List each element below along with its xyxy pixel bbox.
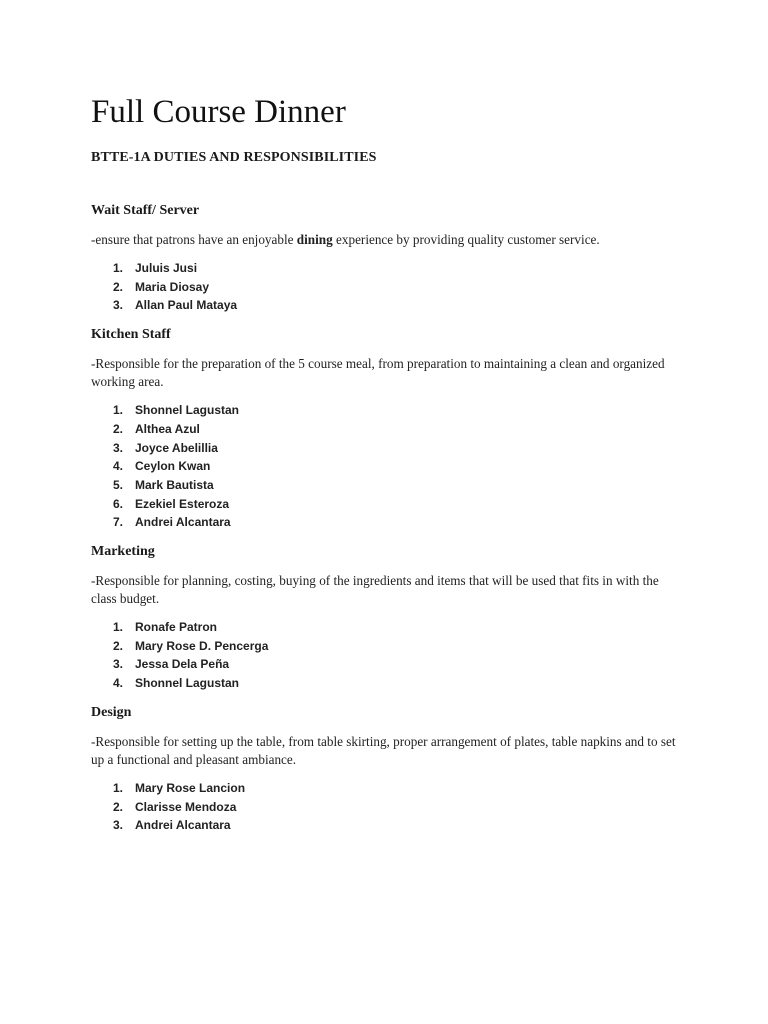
member-name: Allan Paul Mataya [135, 298, 238, 313]
list-item [113, 278, 681, 297]
list-number: 6. [113, 496, 124, 511]
document-subtitle: BTTE-1A DUTIES AND RESPONSIBILITIES [91, 150, 377, 165]
list-number: 3. [113, 818, 124, 833]
list-item [113, 259, 681, 278]
list-number: 2. [113, 638, 124, 653]
section-design [91, 704, 681, 835]
sections-container [91, 202, 681, 835]
member-list [91, 401, 681, 532]
list-item [113, 637, 681, 656]
section-kitchen-staff [91, 326, 681, 532]
list-item [113, 476, 681, 495]
list-item [113, 779, 681, 798]
list-item [113, 439, 681, 458]
desc-text: -Responsible for setting up the table, from table skirting, proper arrangement of plates, table napkins and to set up a functional and pleasant ambiance. [91, 733, 676, 767]
list-number: 7. [113, 515, 124, 530]
list-item [113, 655, 681, 674]
list-item [113, 420, 681, 439]
member-name: Clarisse Mendoza [135, 799, 237, 814]
list-item [113, 816, 681, 835]
section-description [91, 733, 681, 769]
list-number: 3. [113, 657, 124, 672]
desc-text: -ensure that patrons have an enjoyable [91, 232, 297, 247]
section-heading: Wait Staff/ Server [91, 203, 200, 218]
member-list [91, 618, 681, 693]
list-number: 1. [113, 780, 124, 795]
section-marketing [91, 543, 681, 693]
list-number: 3. [113, 298, 124, 313]
member-name: Jessa Dela Peña [135, 657, 230, 672]
member-name: Juluis Jusi [135, 261, 198, 275]
list-number: 4. [113, 676, 124, 691]
section-heading: Design [91, 704, 132, 720]
desc-text: -Responsible for planning, costing, buying of the ingredients and items that will be used that fits in with the class budget. [91, 573, 659, 607]
list-item [113, 674, 681, 693]
member-name: Althea Azul [135, 421, 200, 436]
section-heading: Marketing [91, 544, 155, 560]
member-list [91, 259, 681, 315]
desc-text: -Responsible for the preparation of the 5 course meal, from preparation to maintaining a clean and organized working area. [91, 356, 665, 390]
list-number: 3. [113, 440, 124, 455]
member-name: Andrei Alcantara [135, 515, 231, 530]
section-description [91, 231, 681, 249]
list-number: 2. [113, 799, 124, 814]
list-item [113, 618, 681, 637]
desc-bold-text: dining [296, 232, 333, 247]
list-number: 5. [113, 477, 124, 492]
document-title: Full Course Dinner [91, 94, 346, 130]
member-name: Mary Rose Lancion [135, 780, 246, 795]
list-item [113, 513, 681, 532]
list-number: 2. [113, 421, 124, 436]
member-name: Ronafe Patron [135, 620, 218, 635]
list-item [113, 798, 681, 817]
member-name: Maria Diosay [135, 279, 210, 294]
list-item [113, 457, 681, 476]
section-heading: Kitchen Staff [91, 327, 171, 343]
member-name: Ceylon Kwan [135, 459, 211, 474]
list-number: 1. [113, 620, 124, 635]
list-number: 4. [113, 459, 124, 474]
section-description [91, 355, 681, 391]
list-item [113, 296, 681, 315]
member-list [91, 779, 681, 835]
member-name: Shonnel Lagustan [135, 403, 240, 418]
member-name: Mary Rose D. Pencerga [135, 638, 269, 653]
document-page [91, 92, 681, 846]
desc-text: experience by providing quality customer service. [332, 232, 600, 247]
list-item [113, 495, 681, 514]
member-name: Ezekiel Esteroza [135, 496, 230, 511]
section-wait-staff [91, 202, 681, 315]
list-number: 2. [113, 279, 124, 294]
member-name: Shonnel Lagustan [135, 676, 240, 691]
member-name: Mark Bautista [135, 477, 214, 492]
list-item [113, 401, 681, 420]
list-number: 1. [113, 403, 124, 418]
member-name: Andrei Alcantara [135, 818, 231, 833]
list-number: 1. [113, 261, 124, 275]
member-name: Joyce Abelillia [135, 440, 218, 455]
section-description [91, 572, 681, 608]
